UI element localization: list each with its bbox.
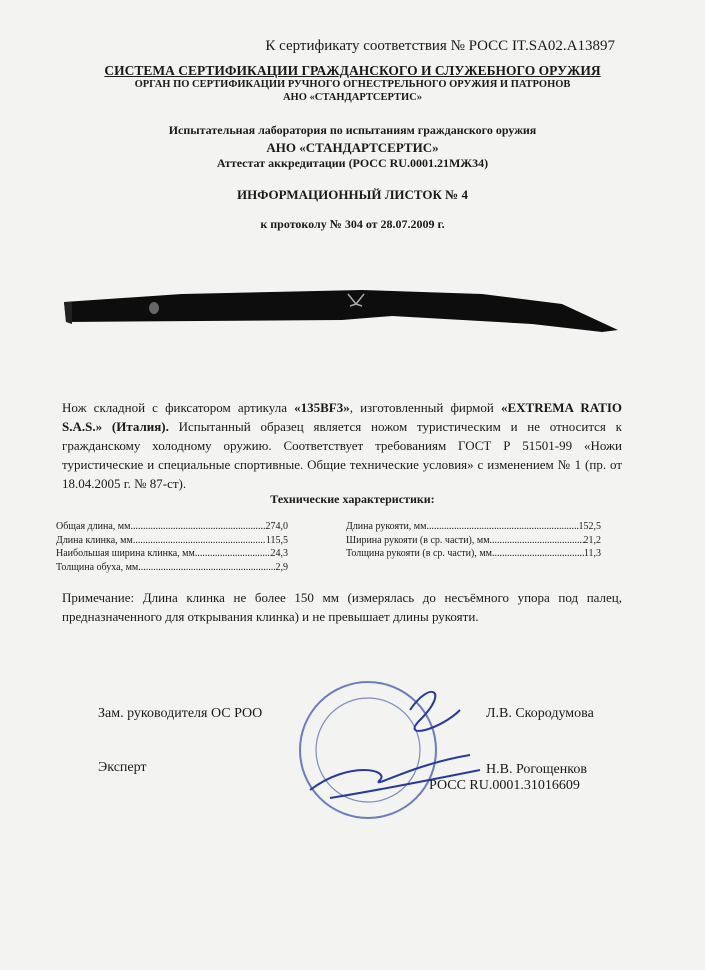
spec-value: 115,5: [265, 534, 288, 546]
text: , изготовленный фирмой: [349, 400, 501, 415]
signatory-name-deputy: Л.В. Скородумова: [486, 706, 594, 721]
document-title: ИНФОРМАЦИОННЫЙ ЛИСТОК № 4: [237, 187, 468, 202]
spec-label: Наибольшая ширина клинка, мм: [56, 548, 195, 559]
spec-row: [346, 520, 601, 534]
spec-value: 152,5: [578, 521, 601, 532]
lab-title: Испытательная лаборатория по испытаниям гражданского оружия: [168, 123, 537, 137]
spec-label: Длина рукояти, мм: [346, 521, 427, 532]
protocol-reference: к протоколу № 304 от 28.07.2009 г.: [260, 217, 445, 231]
official-stamp-and-signatures: [290, 670, 490, 830]
certificate-reference: К сертификату соответствия № РОСС IT.SA02.A13897: [265, 38, 615, 54]
signatory-name-expert: Н.В. Рогощенков: [486, 762, 587, 777]
spec-row: [56, 520, 288, 534]
organ-title: ОРГАН ПО СЕРТИФИКАЦИИ РУЧНОГО ОГНЕСТРЕЛЬНОГО ОРУЖИЯ И ПАТРОНОВ: [134, 79, 571, 90]
signatory-role-expert: Эксперт: [98, 760, 147, 775]
spec-row: [56, 547, 288, 561]
knife-image: [62, 280, 622, 350]
specs-left-column: [56, 520, 288, 574]
spec-label: Общая длина, мм: [56, 521, 131, 532]
spec-value: 2,9: [275, 561, 288, 573]
spec-label: Толщина обуха, мм: [56, 561, 139, 573]
spec-row: [56, 534, 288, 548]
spec-value: 11,3: [583, 548, 601, 559]
accreditation: Аттестат аккредитации (РОСС RU.0001.21МЖ34): [216, 156, 489, 170]
expert-registration: РОСС RU.0001.31016609: [429, 778, 580, 793]
specs-right-column: [346, 520, 601, 561]
spec-row: [56, 561, 288, 575]
spec-value: 274,0: [265, 521, 288, 532]
description-paragraph: [62, 398, 622, 493]
lab-name: АНО «СТАНДАРТСЕРТИС»: [266, 140, 439, 155]
spec-row: [346, 534, 601, 548]
text: Нож складной с фиксатором артикула: [62, 400, 295, 415]
article-number: «135BF3»: [294, 400, 350, 415]
signatory-role-deputy: Зам. руководителя ОС РОО: [98, 706, 263, 721]
spec-row: [346, 547, 601, 561]
note-paragraph: Примечание: Длина клинка не более 150 мм (измерялась до несъёмного упора под палец, предназначенного для открывания клинка) и не превышает длины рукояти.: [62, 590, 622, 624]
specs-title: Технические характеристики:: [270, 492, 435, 506]
spec-value: 24,3: [270, 548, 288, 559]
spec-value: 21,2: [583, 534, 601, 546]
manufacturer: «EXTREMA RATIO S.A.S.» (Италия).: [62, 400, 622, 434]
spec-label: Ширина рукояти (в ср. части), мм: [346, 534, 490, 546]
system-title: СИСТЕМА СЕРТИФИКАЦИИ ГРАЖДАНСКОГО И СЛУЖЕБНОГО ОРУЖИЯ: [104, 63, 601, 78]
spec-label: Толщина рукояти (в ср. части), мм: [346, 548, 493, 559]
organ-name: АНО «СТАНДАРТСЕРТИС»: [282, 92, 423, 103]
spec-label: Длина клинка, мм: [56, 534, 133, 546]
text: Испытанный образец является ножом туристическим и не относится к гражданскому холодному оружию. Соответствует требованиям ГОСТ Р 51501-99 «Ножи туристические и специальные спортивные. Общие технические условия» с изменением № 1 (пр. от 18.04.2005 г. № 87-ст).: [62, 419, 622, 491]
